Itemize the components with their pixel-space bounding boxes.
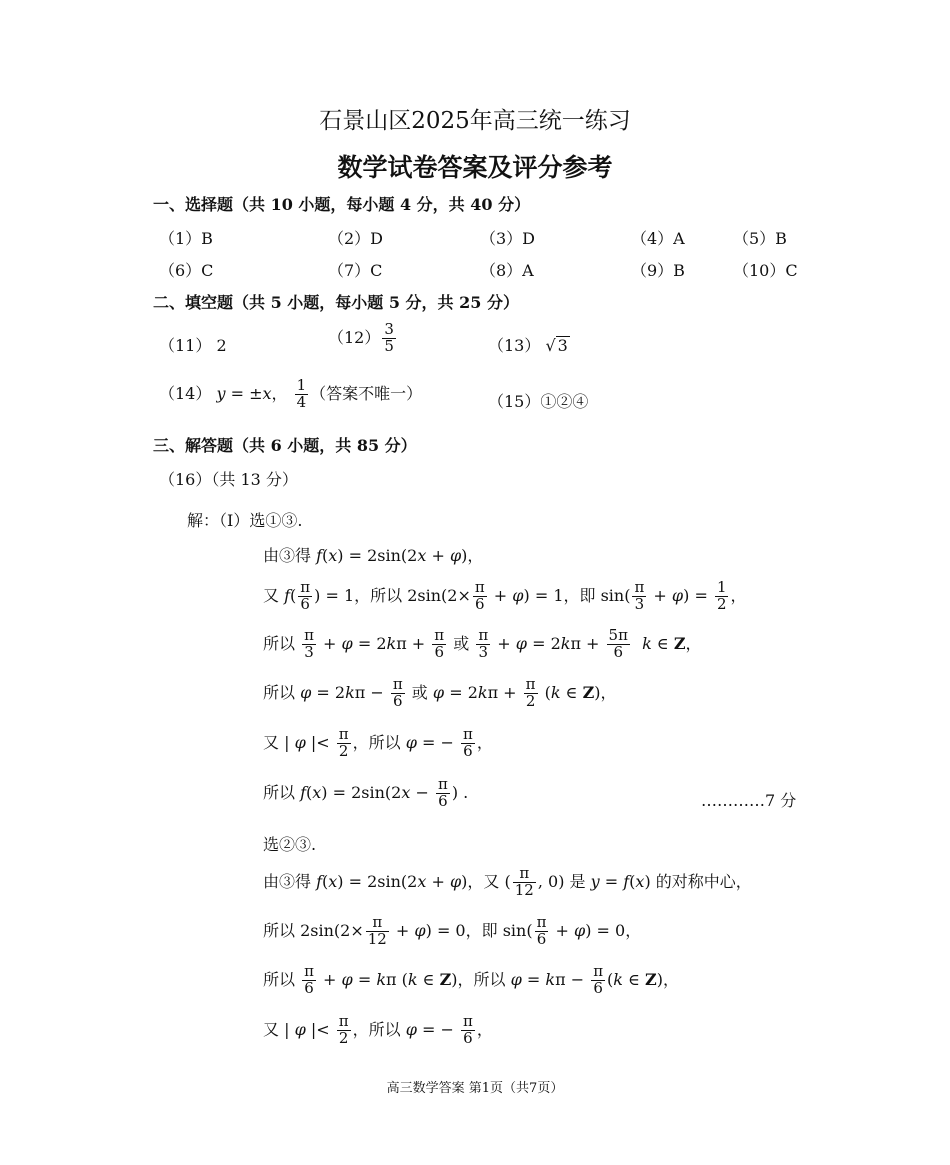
answer-8: （8）A	[480, 261, 534, 280]
answer-10: （10）C	[733, 261, 798, 280]
fraction-12: $\frac{3}{5}$	[384, 320, 394, 355]
fraction-14: $\frac{1}{4}$	[296, 376, 307, 411]
section1-heading: 一、选择题（共 10 小题，每小题 4 分，共 40 分）	[153, 195, 531, 214]
math-line-8: 所以 2sin(2× $\frac{\pi}{12}$ + φ) = 0，即 sin( $\frac{\pi}{6}$ + φ) = 0，	[263, 913, 642, 948]
answer-7: （7）C	[328, 261, 383, 280]
answer-1: （1）B	[159, 229, 213, 248]
answer-9: （9）B	[631, 261, 685, 280]
math-line-1: 由③得 f(x) = 2sin(2x + φ)，	[263, 546, 484, 565]
math-line-6: 所以 f(x) = 2sin(2x − $\frac{\pi}{6}$ ) .	[263, 775, 469, 810]
section2-heading: 二、填空题（共 5 小题，每小题 5 分，共 25 分）	[153, 293, 519, 312]
math-line-9: 所以 $\frac{\pi}{6}$ + φ = kπ (k ∈ Z)，所以 φ = kπ − $\frac{\pi}{6}$ (k ∈ Z)，	[263, 962, 679, 997]
answer-5: （5）B	[733, 229, 787, 248]
answer-13: （13） √ 3	[488, 336, 568, 355]
math-line-2: 又 f( $\frac{\pi}{6}$ ) = 1，所以 2sin(2× $\frac{\pi}{6}$ + φ) = 1，即 sin( $\frac{\pi}{3}$ + φ) = $\frac{1}{2}$ ，	[263, 578, 747, 613]
answer-15: （15）①②④	[488, 392, 589, 411]
page-footer: 高三数学答案 第1页（共7页）	[386, 1081, 564, 1096]
score-marker-7: …………7 分	[701, 791, 797, 810]
section3-heading: 三、解答题（共 6 小题，共 85 分）	[153, 436, 417, 455]
answer-14: （14） y = ±x， $\frac{1}{4}$ （答案不唯一）	[159, 376, 423, 411]
math-line-10: 又 | φ |< $\frac{\pi}{2}$ ，所以 φ = − $\frac{\pi}{6}$ ，	[263, 1012, 493, 1047]
math-line-3: 所以 $\frac{\pi}{3}$ + φ = 2kπ + $\frac{\pi}{6}$ 或 $\frac{\pi}{3}$ + φ = 2kπ + $\frac{5\pi}{6}$ k ∈ Z，	[263, 626, 702, 661]
page-title: 石景山区2025年高三统一练习	[319, 108, 631, 134]
math-line-4: 所以 φ = 2kπ − $\frac{\pi}{6}$ 或 φ = 2kπ + $\frac{\pi}{2}$ (k ∈ Z)，	[263, 675, 617, 710]
sqrt-sign: √	[545, 336, 556, 355]
page-subtitle: 数学试卷答案及评分参考	[337, 153, 613, 182]
choice-23: 选②③.	[263, 835, 317, 854]
answer-4: （4）A	[631, 229, 685, 248]
solution-part1: 解：（Ⅰ）选①③.	[187, 511, 303, 530]
answer-12: （12） $\frac{3}{5}$	[328, 320, 394, 355]
answer-6: （6）C	[159, 261, 214, 280]
answer-3: （3）D	[480, 229, 536, 248]
question-16-heading: （16）（共 13 分）	[159, 470, 298, 489]
answer-11: （11） 2	[159, 336, 227, 355]
math-line-7: 由③得 f(x) = 2sin(2x + φ)，又 ( $\frac{\pi}{12}$ , 0) 是 y = f(x) 的对称中心，	[263, 864, 752, 899]
math-line-5: 又 | φ |< $\frac{\pi}{2}$ ，所以 φ = − $\frac{\pi}{6}$ ，	[263, 725, 493, 760]
answer-2: （2）D	[328, 229, 384, 248]
